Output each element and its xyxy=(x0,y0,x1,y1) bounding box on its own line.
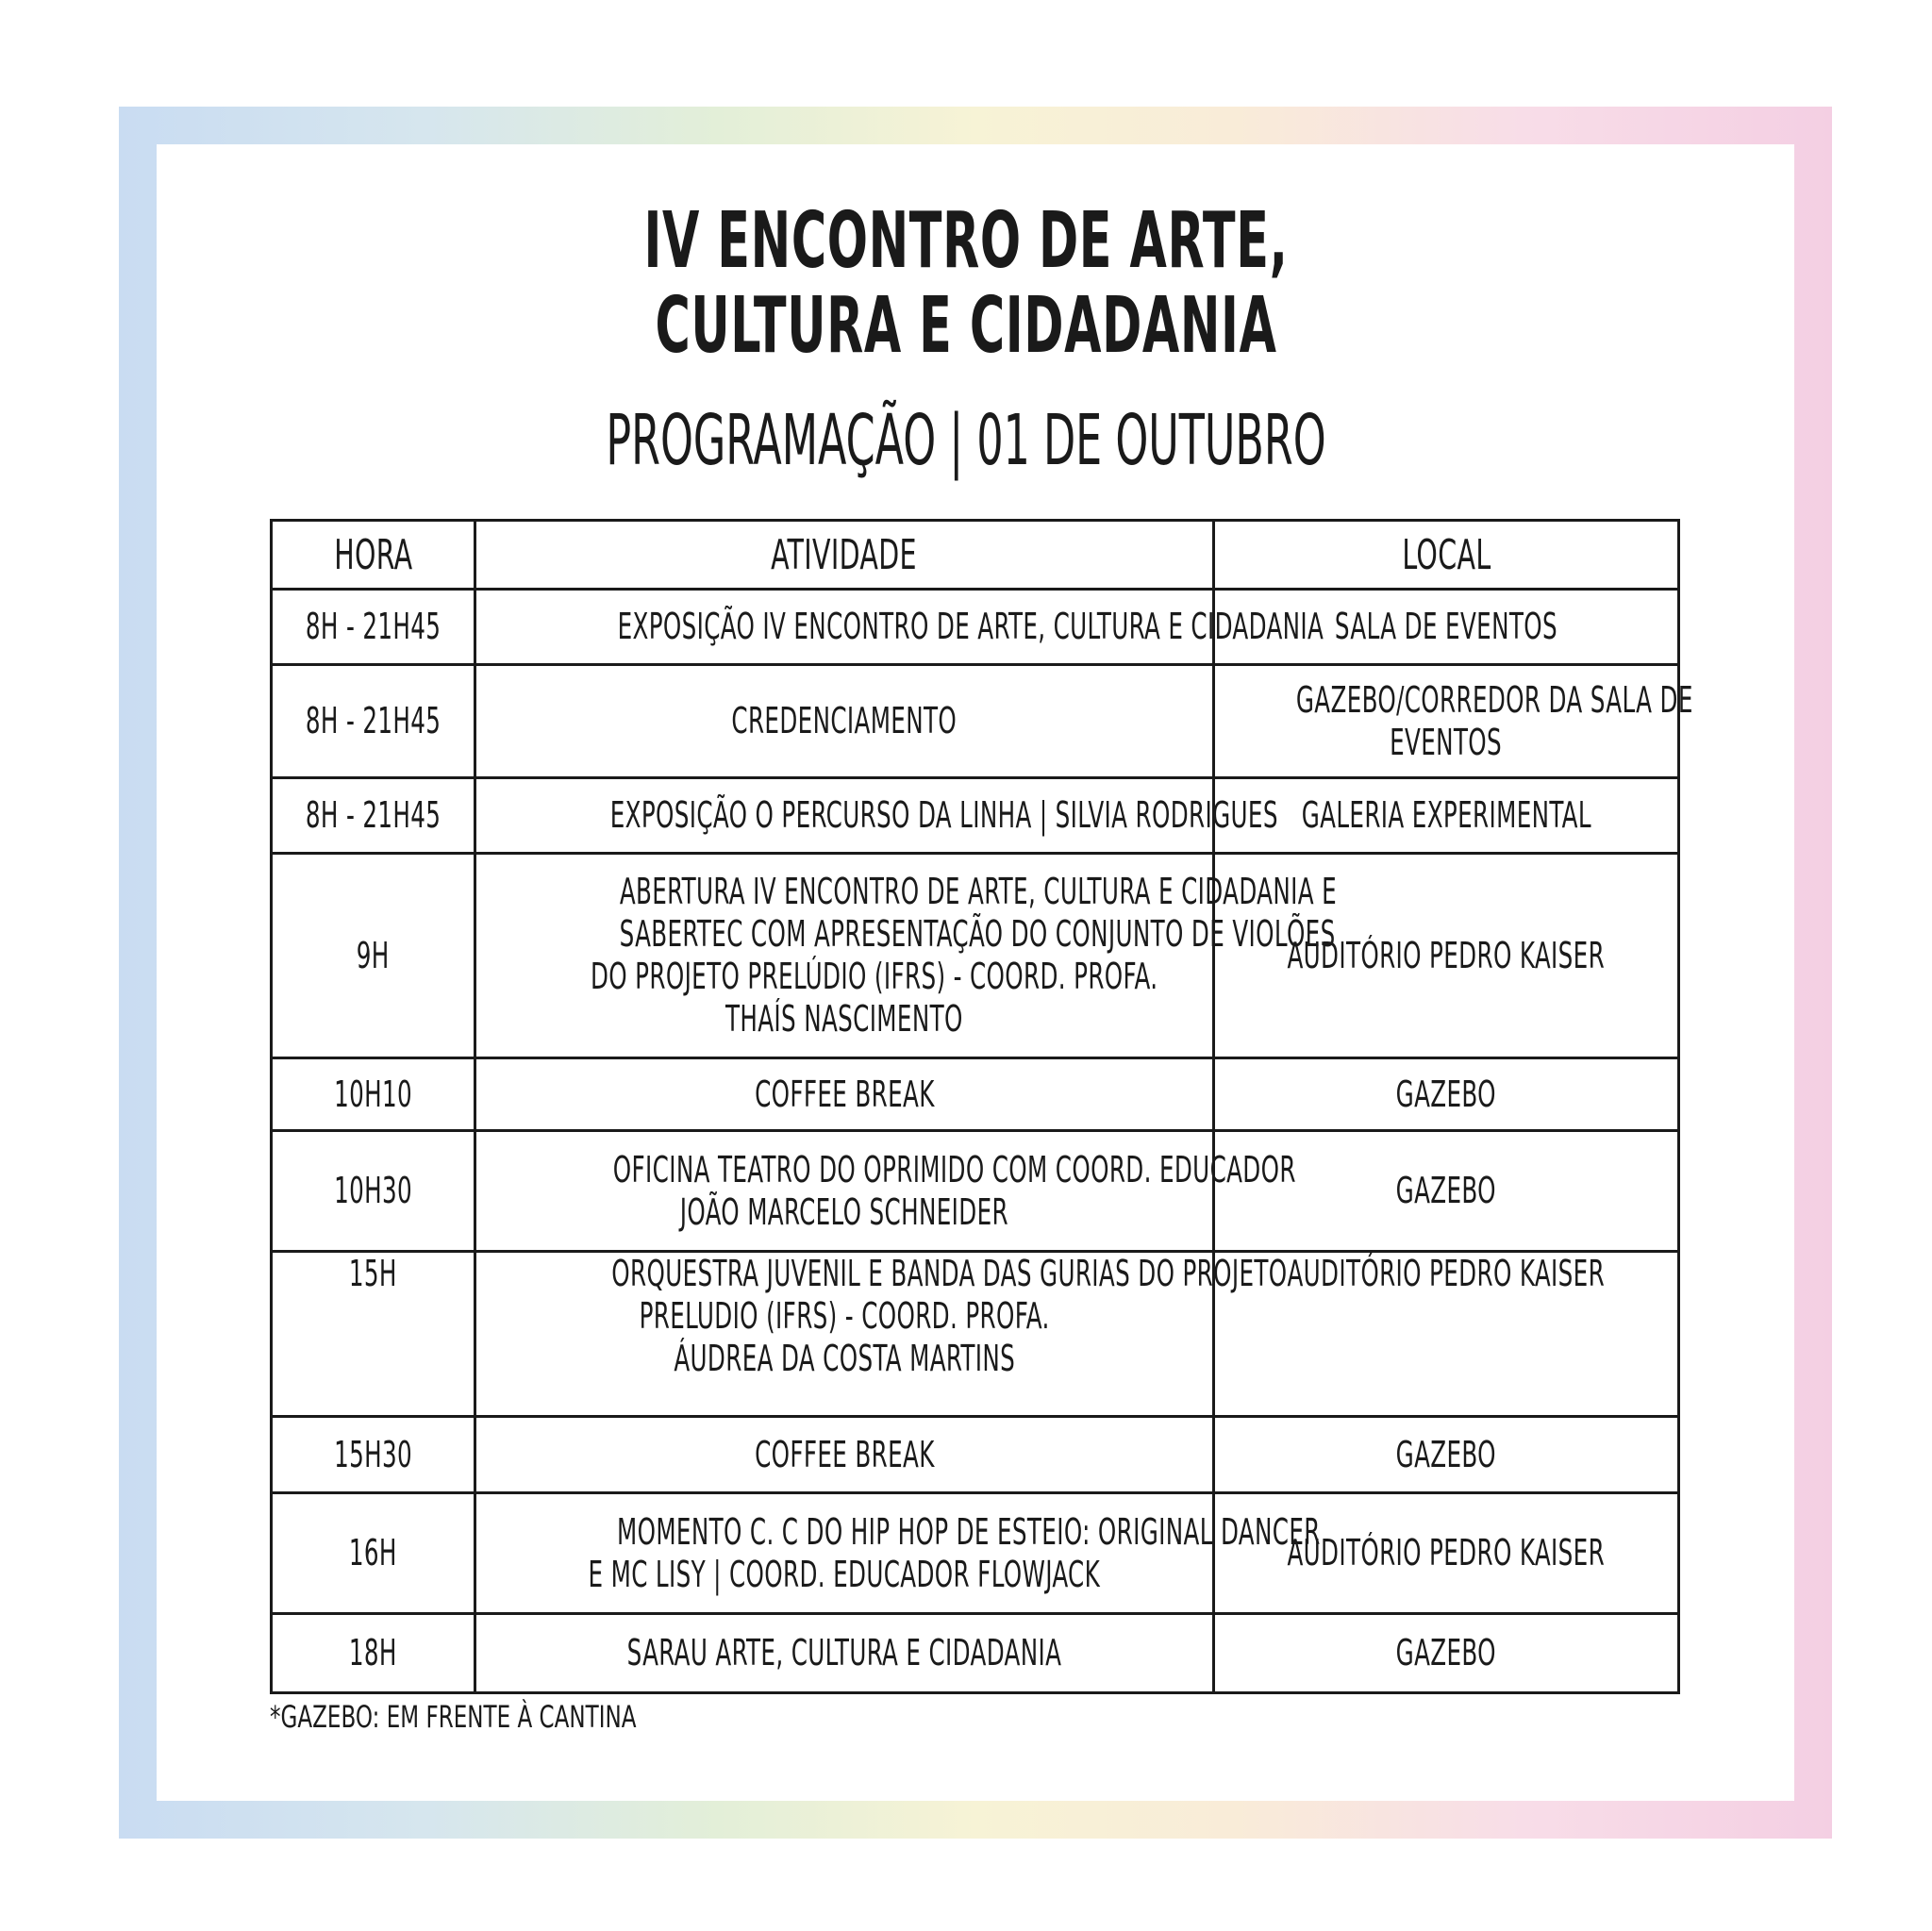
table-row xyxy=(272,1614,1679,1693)
local-line: GALERIA EXPERIMENTAL xyxy=(1301,794,1591,836)
atividade-line: CREDENCIAMENTO xyxy=(731,700,958,741)
hora-text: 18H xyxy=(349,1632,397,1673)
atividade-line: COFFEE BREAK xyxy=(754,1433,935,1475)
cell-local xyxy=(1214,1058,1679,1131)
atividade-line: JOÃO MARCELO SCHNEIDER xyxy=(679,1190,1009,1233)
atividade-line: EXPOSIÇÃO O PERCURSO DA LINHA | SILVIA RODRIGUES xyxy=(609,794,1278,836)
table-header-row xyxy=(272,521,1679,590)
schedule-table xyxy=(270,519,1693,1694)
table-row xyxy=(272,1252,1679,1417)
cell-atividade xyxy=(475,778,1278,854)
table-row xyxy=(272,1131,1679,1252)
cell-atividade xyxy=(475,1614,1214,1693)
cell-atividade xyxy=(475,1252,1288,1417)
event-title-line-1: IV ENCONTRO DE ARTE, xyxy=(643,196,1289,286)
atividade-line: EXPOSIÇÃO IV ENCONTRO DE ARTE, CULTURA E CIDADANIA xyxy=(617,606,1324,647)
local-line: SALA DE EVENTOS xyxy=(1334,606,1558,647)
cell-atividade xyxy=(475,1417,1214,1493)
cell-hora xyxy=(272,1131,475,1252)
atividade-line: OFICINA TEATRO DO OPRIMIDO COM COORD. EDUCADOR xyxy=(612,1148,1296,1190)
cell-atividade xyxy=(475,1493,1321,1614)
hora-text: 8H - 21H45 xyxy=(305,700,441,741)
atividade-line: ÁUDREA DA COSTA MARTINS xyxy=(674,1338,1015,1379)
atividade-line: E MC LISY | COORD. EDUCADOR FLOWJACK xyxy=(588,1553,1101,1595)
local-line: GAZEBO xyxy=(1395,1433,1497,1475)
atividade-line: THAÍS NASCIMENTO xyxy=(725,998,963,1040)
cell-hora xyxy=(272,1058,475,1131)
cell-local xyxy=(1214,778,1679,854)
table-row xyxy=(272,854,1679,1058)
event-title-line-2: CULTURA E CIDADANIA xyxy=(655,281,1277,371)
local-line: GAZEBO/CORREDOR DA SALA DE xyxy=(1295,678,1693,721)
footnote: *GAZEBO: EM FRENTE À CANTINA xyxy=(270,1699,637,1735)
local-line: AUDITÓRIO PEDRO KAISER xyxy=(1287,1532,1606,1573)
cell-hora xyxy=(272,665,475,778)
local-line: GAZEBO xyxy=(1395,1073,1497,1115)
table-row xyxy=(272,1058,1679,1131)
cell-hora xyxy=(272,1252,475,1417)
local-line: AUDITÓRIO PEDRO KAISER xyxy=(1287,1253,1606,1294)
header-atividade-label: ATIVIDADE xyxy=(771,530,918,579)
hora-text: 10H30 xyxy=(334,1170,412,1211)
local-line: AUDITÓRIO PEDRO KAISER xyxy=(1287,934,1606,976)
table-row xyxy=(272,665,1679,778)
cell-local xyxy=(1214,1417,1679,1493)
hora-text: 8H - 21H45 xyxy=(305,794,441,836)
atividade-line: PRELUDIO (IFRS) - COORD. PROFA. xyxy=(639,1295,1050,1337)
hora-text: 15H30 xyxy=(334,1433,412,1475)
cell-local xyxy=(1214,1614,1679,1693)
cell-hora xyxy=(272,590,475,665)
header-hora-label: HORA xyxy=(333,530,413,579)
cell-hora xyxy=(272,1493,475,1614)
program-subtitle: PROGRAMAÇÃO | 01 DE OUTUBRO xyxy=(606,400,1326,481)
cell-atividade xyxy=(475,854,1338,1058)
hora-text: 9H xyxy=(357,934,390,976)
cell-local xyxy=(1214,665,1693,778)
table-row xyxy=(272,1417,1679,1493)
atividade-line: ORQUESTRA JUVENIL E BANDA DAS GURIAS DO PROJETO xyxy=(611,1253,1288,1294)
cell-atividade xyxy=(475,665,1214,778)
cell-hora xyxy=(272,854,475,1058)
header-hora xyxy=(272,521,475,590)
local-line: GAZEBO xyxy=(1395,1632,1497,1673)
cell-atividade xyxy=(475,1058,1214,1131)
hora-text: 15H xyxy=(349,1253,397,1294)
local-line: GAZEBO xyxy=(1395,1170,1497,1211)
header-local xyxy=(1214,521,1679,590)
hora-text: 10H10 xyxy=(334,1073,412,1115)
atividade-line: DO PROJETO PRELÚDIO (IFRS) - COORD. PROFA. xyxy=(590,956,1158,997)
atividade-line: ABERTURA IV ENCONTRO DE ARTE, CULTURA E CIDADANIA E xyxy=(619,871,1338,912)
table-row xyxy=(272,590,1679,665)
atividade-line: SABERTEC COM APRESENTAÇÃO DO CONJUNTO DE VIOLÕES xyxy=(619,913,1336,955)
hora-text: 16H xyxy=(349,1532,397,1573)
local-line: EVENTOS xyxy=(1390,721,1503,763)
cell-hora xyxy=(272,1614,475,1693)
cell-hora xyxy=(272,778,475,854)
header-local-label: LOCAL xyxy=(1401,530,1491,579)
table-row xyxy=(272,778,1679,854)
cell-hora xyxy=(272,1417,475,1493)
atividade-line: COFFEE BREAK xyxy=(754,1073,935,1115)
header-atividade xyxy=(475,521,1214,590)
atividade-line: SARAU ARTE, CULTURA E CIDADANIA xyxy=(626,1632,1062,1673)
cell-atividade xyxy=(475,590,1324,665)
cell-atividade xyxy=(475,1131,1296,1252)
atividade-line: MOMENTO C. C DO HIP HOP DE ESTEIO: ORIGINAL DANCER xyxy=(616,1510,1321,1553)
table-row xyxy=(272,1493,1679,1614)
hora-text: 8H - 21H45 xyxy=(305,606,441,647)
